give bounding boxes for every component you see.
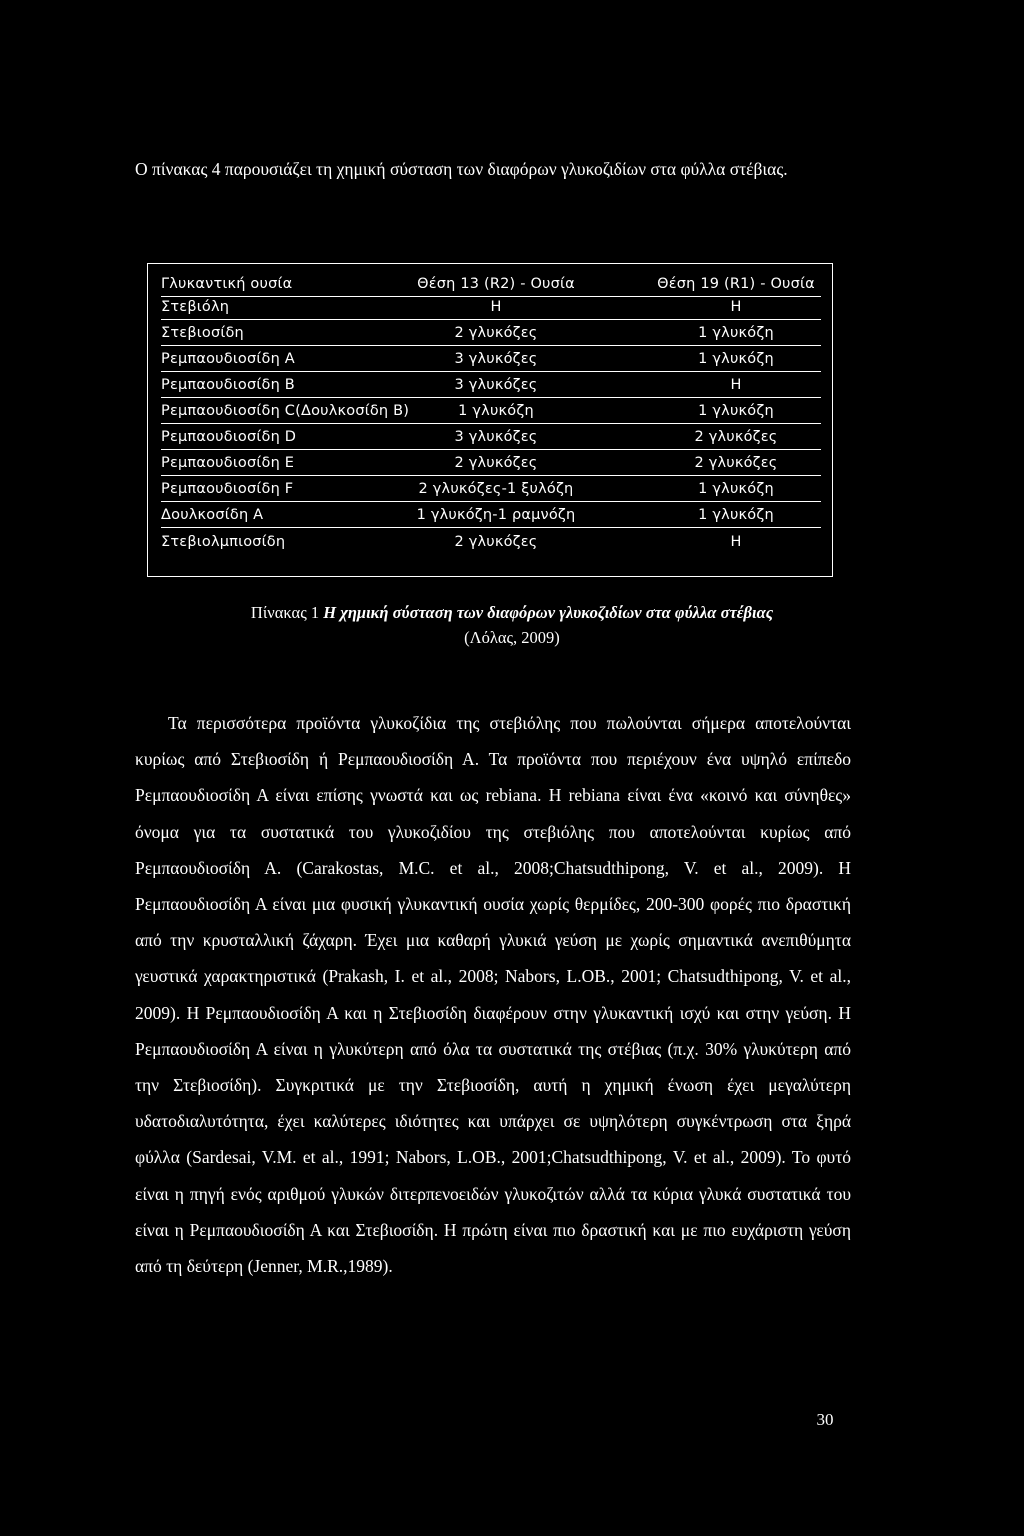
table-cell: Ρεμπαουδιοσίδη Β xyxy=(161,377,295,393)
table-cell: 1 γλυκόζη xyxy=(698,403,774,419)
row-divider xyxy=(161,475,821,476)
table-cell: 1 γλυκόζη xyxy=(698,351,774,367)
table-cell: 1 γλυκόζη xyxy=(698,325,774,341)
glycosides-table xyxy=(147,263,833,577)
table-row xyxy=(161,481,821,503)
table-cell: Στεβιόλη xyxy=(161,299,230,315)
table-row xyxy=(161,429,821,451)
caption-title: Η χημική σύσταση των διαφόρων γλυκοζιδίων στα φύλλα στέβιας xyxy=(323,603,774,622)
table-row xyxy=(161,325,821,347)
table-cell: 3 γλυκόζες xyxy=(454,351,538,367)
table-caption xyxy=(120,600,904,650)
body-paragraph: Τα περισσότερα προϊόντα γλυκοζίδια της στεβιόλης που πωλούνται σήμερα αποτελούνται κυρίως από Στεβιοσίδη ή Ρεμπαουδιοσίδη Α. Τα προϊόντα που περιέχουν ένα υψηλό επίπεδο Ρεμπαουδιοσίδη Α είναι επίσης γνωστά και ως rebiana. Η rebiana είναι ένα «κοινό και σύνηθες» όνομα για τα συστατικά του γλυκοζιδίου της στεβιόλης που αποτελούνται κυρίως από Ρεμπαουδιοσίδη Α. (Carakostas, M.C. et al., 2008;Chatsudthipong, V. et al., 2009). Η Ρεμπαουδιοσίδη Α είναι μια φυσική γλυκαντική ουσία χωρίς θερμίδες, 200-300 φορές πιο δραστική από την κρυσταλλική ζάχαρη. Έχει μια καθαρή γλυκιά γεύση με χωρίς σημαντικά ανεπιθύμητα γευστικά χαρακτηριστικά (Prakash, I. et al., 2008; Nabors, L.OB., 2001; Chatsudthipong, V. et al., 2009). Η Ρεμπαουδιοσίδη Α και η Στεβιοσίδη διαφέρουν στην γλυκαντική ισχύ και στην γεύση. Η Ρεμπαουδιοσίδη Α είναι η γλυκύτερη από όλα τα συστατικά της στέβιας (π.χ. 30% γλυκύτερη από την Στεβιοσίδη). Συγκριτικά με την Στεβιοσίδη, αυτή η χημική ένωση έχει μεγαλύτερη υδατοδιαλυτότητα, έχει καλύτερες ιδιότητες και υπάρχει σε υψηλότερη συγκέντρωση στα ξηρά φύλλα (Sardesai, V.M. et al., 1991; Nabors, L.OB., 2001;Chatsudthipong, V. et al., 2009). Το φυτό είναι η πηγή ενός αριθμού γλυκών διτερπενοειδών γλυκοζιτών αλλά τα κύρια γλυκά συστατικά του είναι η Ρεμπαουδιοσίδη Α και Στεβιοσίδη. Η πρώτη είναι πιο δραστική και με πιο ευχάριστη γεύση από τη δεύτερη (Jenner, M.R.,1989). xyxy=(135,713,851,1277)
table-row xyxy=(161,377,821,399)
table-cell: 2 γλυκόζες xyxy=(454,325,538,341)
caption-prefix: Πίνακας 1 xyxy=(250,603,324,622)
table-row xyxy=(161,534,821,556)
row-divider xyxy=(161,501,821,502)
table-cell: Ρεμπαουδιοσίδη D xyxy=(161,429,297,445)
table-row xyxy=(161,299,821,321)
table-row xyxy=(161,351,821,373)
header-cell: Γλυκαντική ουσία xyxy=(161,276,293,292)
table-cell: 2 γλυκόζες-1 ξυλόζη xyxy=(418,481,574,497)
table-cell: 3 γλυκόζες xyxy=(454,429,538,445)
table-cell: Δουλκοσίδη Α xyxy=(161,507,264,523)
table-cell: 2 γλυκόζες xyxy=(694,455,778,471)
row-divider xyxy=(161,423,821,424)
row-divider xyxy=(161,296,821,297)
table-cell: Η xyxy=(730,534,742,550)
table-cell: Ρεμπαουδιοσίδη Ε xyxy=(161,455,295,471)
caption-line xyxy=(120,600,904,625)
table-row xyxy=(161,403,821,425)
row-divider xyxy=(161,397,821,398)
row-divider xyxy=(161,371,821,372)
caption-source: (Λόλας, 2009) xyxy=(464,628,560,647)
table-cell: 1 γλυκόζη xyxy=(698,507,774,523)
table-header-row xyxy=(161,276,821,298)
table-cell: Η xyxy=(490,299,502,315)
table-cell: Ρεμπαουδιοσίδη C(Δουλκοσίδη Β) xyxy=(161,403,410,419)
header-cell: Θέση 13 (R2) - Ουσία xyxy=(417,276,575,292)
table-cell: Στεβιοσίδη xyxy=(161,325,244,341)
table-cell: 2 γλυκόζες xyxy=(454,534,538,550)
header-cell: Θέση 19 (R1) - Ουσία xyxy=(657,276,815,292)
page-number: 30 xyxy=(816,1410,834,1429)
table-cell: Η xyxy=(730,377,742,393)
table-cell: Ρεμπαουδιοσίδη F xyxy=(161,481,294,497)
table-row xyxy=(161,507,821,529)
table-cell: 3 γλυκόζες xyxy=(454,377,538,393)
table-cell: Η xyxy=(730,299,742,315)
row-divider xyxy=(161,527,821,528)
table-row xyxy=(161,455,821,477)
row-divider xyxy=(161,449,821,450)
table-cell: 1 γλυκόζη xyxy=(698,481,774,497)
table-cell: 2 γλυκόζες xyxy=(454,455,538,471)
row-divider xyxy=(161,319,821,320)
table-cell: 1 γλυκόζη-1 ραμνόζη xyxy=(416,507,576,523)
table-cell: 1 γλυκόζη xyxy=(458,403,534,419)
intro-paragraph: Ο πίνακας 4 παρουσιάζει τη χημική σύσταση των διαφόρων γλυκοζιδίων στα φύλλα στέβιας. xyxy=(135,159,788,179)
table-cell: Ρεμπαουδιοσίδη Α xyxy=(161,351,295,367)
table-cell: Στεβιολμπιοσίδη xyxy=(161,534,286,550)
row-divider xyxy=(161,345,821,346)
table-cell: 2 γλυκόζες xyxy=(694,429,778,445)
